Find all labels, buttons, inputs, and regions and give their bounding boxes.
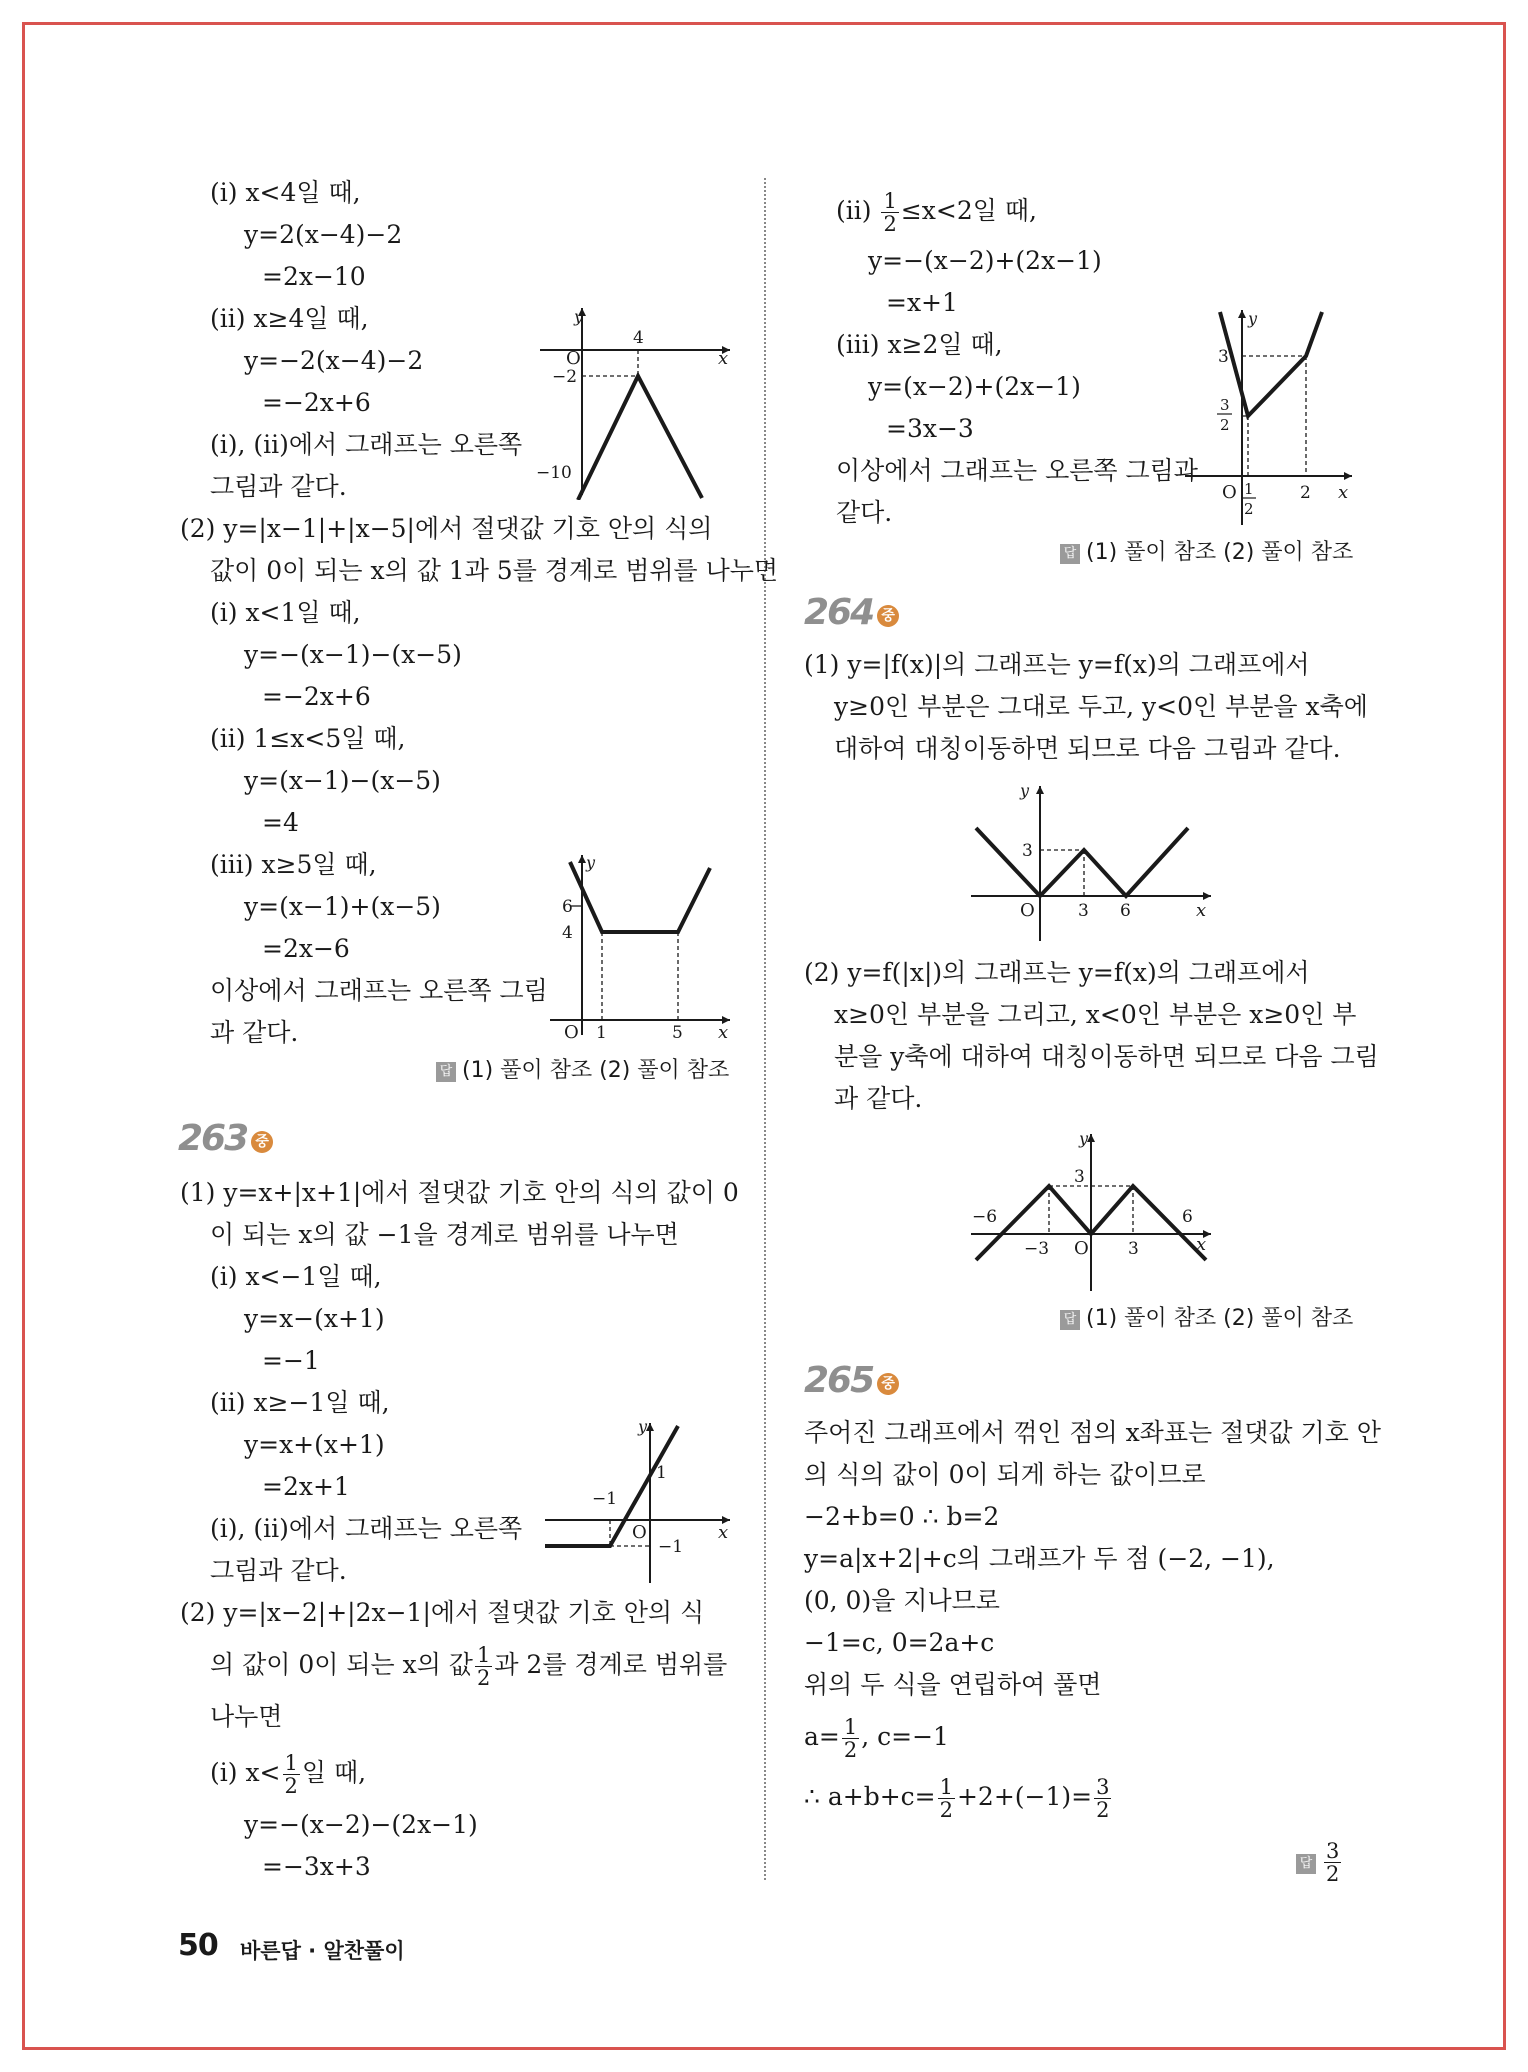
tick-label: 1 [656,1463,667,1483]
answer-264: 답 (1) 풀이 참조 (2) 풀이 참조 [1060,1304,1353,1334]
text-line: (ⅰ), (ⅱ)에서 그래프는 오른쪽 [210,430,523,459]
origin-label: O [1074,1238,1089,1259]
answer-mark: 답 [1296,1854,1316,1874]
text-line: (ⅲ) x≥2일 때, [836,330,1003,359]
tick-label: 3 [1074,1167,1085,1187]
y-axis-label: y [638,1418,648,1436]
text-line: 그림과 같다. [210,472,347,501]
answer-265: 답 $\frac{3}{2}$ [1296,1840,1343,1885]
text-line: 같다. [836,498,893,527]
x-axis-label: x [718,1022,729,1040]
answer-262: 답 (1) 풀이 참조 (2) 풀이 참조 [436,1056,729,1086]
tick-label: 4 [633,328,644,348]
tick-label: 6 [1182,1207,1193,1227]
y-axis-label: y [586,853,596,872]
y-axis-label: y [574,307,584,326]
text-line: y≥0인 부분은 그대로 두고, y<0인 부분을 x축에 [834,692,1368,721]
graph-263-2 [1180,300,1360,530]
text-line: y=−2(x−4)−2 [244,346,424,375]
text-line: y=2(x−4)−2 [244,220,403,249]
text-line: (ⅱ) x≥−1일 때, [210,1388,390,1417]
text-line: 이 되는 x의 값 −1을 경계로 범위를 나누면 [210,1220,679,1249]
text-line: y=(x−1)+(x−5) [244,892,441,921]
x-axis-label: x [1196,1234,1207,1255]
text-line: 위의 두 식을 연립하여 풀면 [804,1670,1102,1699]
y-axis-label: y [1248,309,1258,328]
text-line: (ⅰ) x<1일 때, [210,598,361,627]
text-line: =−2x+6 [262,682,371,711]
text-line: =−3x+3 [262,1852,371,1881]
text-line-fraction: a= $\frac{1}{2}$ , c=−1 [804,1715,949,1762]
tick-label: 3 [1078,901,1089,921]
tick-label: −1 [658,1537,684,1557]
text-line-fraction: (ⅰ) x< $\frac{1}{2}$ 일 때, [210,1751,367,1798]
tick-label: 4 [562,923,573,943]
tick-label: −6 [972,1207,998,1227]
problem-number-263: 263 중 [178,1118,273,1159]
text-line: 분을 y축에 대하여 대칭이동하면 되므로 다음 그림 [834,1042,1379,1071]
text-line: y=x−(x+1) [244,1304,385,1333]
text-line: =x+1 [886,288,958,317]
frac-den: 2 [1244,500,1254,518]
text-line: 과 같다. [834,1084,923,1113]
origin-label: O [1020,900,1035,921]
text-line: x≥0인 부분을 그리고, x<0인 부분은 x≥0인 부 [834,1000,1357,1029]
problem-number-265: 265 중 [804,1360,899,1401]
text-line: (2) y=|x−2|+|2x−1|에서 절댓값 기호 안의 식 [180,1598,705,1627]
tick-label: 1 [596,1023,607,1040]
text-line: (ⅰ), (ⅱ)에서 그래프는 오른쪽 [210,1514,523,1543]
text-line: =−2x+6 [262,388,371,417]
text-line: =−1 [262,1346,320,1375]
frac-num: 3 [1220,396,1230,414]
text-line: y=−(x−2)+(2x−1) [868,246,1102,275]
origin-label: O [566,348,581,369]
tick-label: 5 [672,1023,683,1040]
tick-label: 6 [562,897,573,917]
text-line: 이상에서 그래프는 오른쪽 그림 [210,976,548,1005]
tick-label: 6 [1120,901,1131,921]
tick-label: −3 [1024,1239,1050,1259]
tick-label: −1 [592,1489,618,1509]
text-line: (ⅲ) x≥5일 때, [210,850,377,879]
text-line: −1=c, 0=2a+c [804,1628,995,1657]
frac-den: 2 [1220,416,1230,434]
text-line: =2x−10 [262,262,366,291]
problem-number-264: 264 중 [804,592,899,633]
answer-263: 답 (1) 풀이 참조 (2) 풀이 참조 [1060,538,1353,568]
text-line: 의 식의 값이 0이 되게 하는 값이므로 [804,1460,1206,1489]
text-line-fraction: (ⅱ) $\frac{1}{2}$ ≤x<2일 때, [836,189,1037,236]
tick-label: 3 [1022,841,1033,861]
text-line: =2x−6 [262,934,350,963]
page-number: 50 [178,1928,218,1963]
answer-mark: 답 [1060,1310,1080,1330]
text-line: y=−(x−2)−(2x−1) [244,1810,478,1839]
text-line: (1) y=x+|x+1|에서 절댓값 기호 안의 식의 값이 0 [180,1178,739,1207]
origin-label: O [632,1522,647,1543]
tick-label: −10 [536,463,572,483]
text-line: (1) y=|f(x)|의 그래프는 y=f(x)의 그래프에서 [804,650,1310,679]
answer-mark: 답 [436,1062,456,1082]
tick-label: 3 [1218,347,1229,367]
graph-264-2 [966,1126,1216,1296]
text-line: =2x+1 [262,1472,350,1501]
x-axis-label: x [1196,900,1207,921]
text-line: 값이 0이 되는 x의 값 1과 5를 경계로 범위를 나누면 [210,556,779,585]
text-line: y=−(x−1)−(x−5) [244,640,462,669]
text-line: y=(x−2)+(2x−1) [868,372,1081,401]
graph-262-2 [540,850,740,1040]
text-line: y=a|x+2|+c의 그래프가 두 점 (−2, −1), [804,1544,1275,1573]
text-line-fraction: ∴ a+b+c= $\frac{1}{2}$ +2+(−1)= $\frac{3}{2}$ [804,1775,1110,1822]
x-axis-label: x [718,348,729,369]
text-line: (ⅱ) 1≤x<5일 때, [210,724,406,753]
text-line-fraction: 의 값이 0이 되는 x의 값 $\frac{1}{2}$ 과 2를 경계로 범위를 [210,1643,728,1690]
x-axis-label: x [718,1522,729,1543]
tick-label: −2 [552,367,578,387]
text-line: 나누면 [210,1702,283,1731]
origin-label: O [564,1022,579,1040]
text-line: y=(x−1)−(x−5) [244,766,441,795]
text-line: y=x+(x+1) [244,1430,385,1459]
book-title: 바른답 · 알찬풀이 [240,1939,405,1963]
tick-label: 3 [1128,1239,1139,1259]
text-line: 그림과 같다. [210,1556,347,1585]
x-axis-label: x [1338,482,1349,503]
frac-num: 1 [1244,480,1254,498]
tick-label: 2 [1300,483,1311,503]
text-line: (ⅰ) x<−1일 때, [210,1262,382,1291]
answer-mark: 답 [1060,544,1080,564]
text-line: (ⅱ) x≥4일 때, [210,304,369,333]
graph-264-1 [966,776,1216,946]
origin-label: O [1222,482,1237,503]
text-line: 과 같다. [210,1018,299,1047]
graph-263-1 [540,1418,740,1588]
y-axis-label: y [1020,781,1030,800]
text-line: (2) y=f(|x|)의 그래프는 y=f(x)의 그래프에서 [804,958,1310,987]
text-line: (0, 0)을 지나므로 [804,1586,1000,1615]
text-line: (2) y=|x−1|+|x−5|에서 절댓값 기호 안의 식의 [180,514,713,543]
text-line: (ⅰ) x<4일 때, [210,178,361,207]
text-line: −2+b=0 ∴ b=2 [804,1502,1000,1531]
column-divider [764,178,766,1880]
text-line: 이상에서 그래프는 오른쪽 그림과 [836,456,1198,485]
text-line: 주어진 그래프에서 꺾인 점의 x좌표는 절댓값 기호 안 [804,1418,1381,1447]
text-line: =3x−3 [886,414,974,443]
text-line: 대하여 대칭이동하면 되므로 다음 그림과 같다. [834,734,1341,763]
y-axis-label: y [1079,1129,1089,1148]
text-line: =4 [262,808,299,837]
graph-262-1 [530,300,740,500]
